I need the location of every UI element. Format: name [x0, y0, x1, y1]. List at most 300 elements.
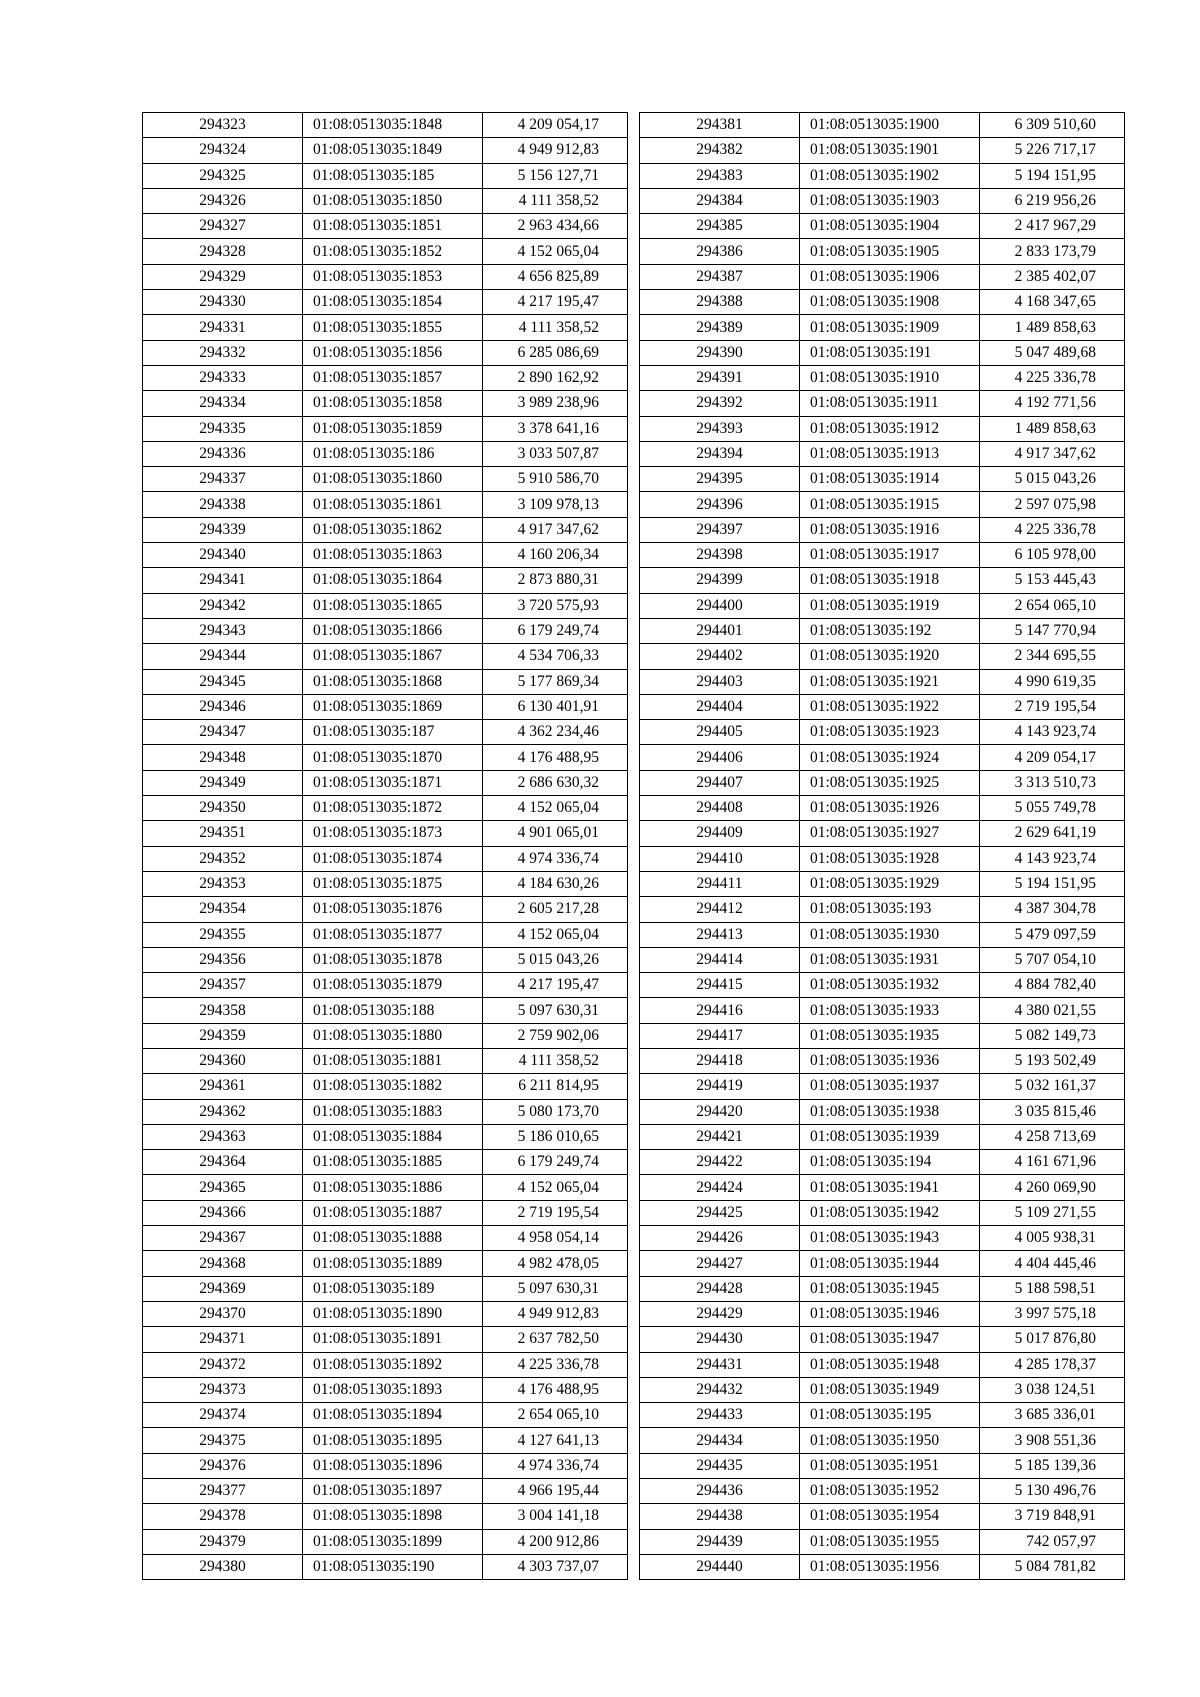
record-number-cell: 294395: [640, 467, 800, 492]
cadastral-number-cell: 01:08:0513035:1861: [303, 492, 483, 517]
table-row: [640, 214, 1125, 239]
record-number-cell: 294424: [640, 1175, 800, 1200]
record-number-cell: 294432: [640, 1377, 800, 1402]
table-row: [143, 214, 628, 239]
table-row: [640, 1428, 1125, 1453]
cadastral-number-cell: 01:08:0513035:1924: [800, 745, 980, 770]
value-cell: 4 990 619,35: [980, 669, 1125, 694]
record-number-cell: 294341: [143, 568, 303, 593]
value-cell: 5 015 043,26: [483, 947, 628, 972]
value-cell: 5 707 054,10: [980, 947, 1125, 972]
cadastral-number-cell: 01:08:0513035:1884: [303, 1124, 483, 1149]
value-cell: 4 200 912,86: [483, 1529, 628, 1554]
record-number-cell: 294431: [640, 1352, 800, 1377]
cadastral-number-cell: 01:08:0513035:1898: [303, 1504, 483, 1529]
cadastral-number-cell: 01:08:0513035:1927: [800, 821, 980, 846]
table-row: [640, 1377, 1125, 1402]
record-number-cell: 294332: [143, 340, 303, 365]
record-number-cell: 294333: [143, 365, 303, 390]
cadastral-number-cell: 01:08:0513035:1920: [800, 644, 980, 669]
value-cell: 5 226 717,17: [980, 138, 1125, 163]
table-row: [143, 1023, 628, 1048]
record-number-cell: 294425: [640, 1200, 800, 1225]
table-row: [143, 973, 628, 998]
value-cell: 4 127 641,13: [483, 1428, 628, 1453]
cadastral-number-cell: 01:08:0513035:1915: [800, 492, 980, 517]
cadastral-number-cell: 01:08:0513035:1906: [800, 264, 980, 289]
cadastral-number-cell: 01:08:0513035:1939: [800, 1124, 980, 1149]
record-number-cell: 294336: [143, 441, 303, 466]
table-row: [143, 1175, 628, 1200]
record-number-cell: 294412: [640, 897, 800, 922]
record-number-cell: 294438: [640, 1504, 800, 1529]
table-row: [143, 290, 628, 315]
record-number-cell: 294388: [640, 290, 800, 315]
record-number-cell: 294331: [143, 315, 303, 340]
value-cell: 5 153 445,43: [980, 568, 1125, 593]
cadastral-number-cell: 01:08:0513035:1882: [303, 1074, 483, 1099]
cadastral-number-cell: 01:08:0513035:1891: [303, 1327, 483, 1352]
table-row: [143, 1276, 628, 1301]
cadastral-number-cell: 01:08:0513035:187: [303, 720, 483, 745]
cadastral-number-cell: 01:08:0513035:195: [800, 1403, 980, 1428]
cadastral-number-cell: 01:08:0513035:1916: [800, 517, 980, 542]
value-cell: 3 004 141,18: [483, 1504, 628, 1529]
table-row: [640, 998, 1125, 1023]
cadastral-number-cell: 01:08:0513035:1865: [303, 593, 483, 618]
value-cell: 2 637 782,50: [483, 1327, 628, 1352]
cadastral-number-cell: 01:08:0513035:1854: [303, 290, 483, 315]
value-cell: 4 152 065,04: [483, 1175, 628, 1200]
table-row: [640, 593, 1125, 618]
value-cell: 4 285 178,37: [980, 1352, 1125, 1377]
cadastral-number-cell: 01:08:0513035:1850: [303, 188, 483, 213]
cadastral-number-cell: 01:08:0513035:1935: [800, 1023, 980, 1048]
table-row: [143, 821, 628, 846]
record-number-cell: 294334: [143, 391, 303, 416]
record-number-cell: 294397: [640, 517, 800, 542]
cadastral-number-cell: 01:08:0513035:1895: [303, 1428, 483, 1453]
cadastral-number-cell: 01:08:0513035:1921: [800, 669, 980, 694]
cadastral-number-cell: 01:08:0513035:1880: [303, 1023, 483, 1048]
table-row: [640, 441, 1125, 466]
cadastral-number-cell: 01:08:0513035:1950: [800, 1428, 980, 1453]
record-number-cell: 294399: [640, 568, 800, 593]
value-cell: 2 719 195,54: [980, 694, 1125, 719]
record-number-cell: 294374: [143, 1403, 303, 1428]
table-row: [143, 188, 628, 213]
table-row: [640, 1504, 1125, 1529]
table-row: [143, 770, 628, 795]
table-row: [640, 1301, 1125, 1326]
value-cell: 3 720 575,93: [483, 593, 628, 618]
cadastral-number-cell: 01:08:0513035:1908: [800, 290, 980, 315]
cadastral-number-cell: 01:08:0513035:1952: [800, 1479, 980, 1504]
cadastral-number-cell: 01:08:0513035:1946: [800, 1301, 980, 1326]
cadastral-number-cell: 01:08:0513035:1873: [303, 821, 483, 846]
value-cell: 4 404 445,46: [980, 1251, 1125, 1276]
table-row: [143, 1124, 628, 1149]
record-number-cell: 294330: [143, 290, 303, 315]
table-row: [143, 467, 628, 492]
table-row: [143, 1048, 628, 1073]
record-number-cell: 294357: [143, 973, 303, 998]
value-cell: 3 033 507,87: [483, 441, 628, 466]
cadastral-number-cell: 01:08:0513035:1945: [800, 1276, 980, 1301]
cadastral-number-cell: 01:08:0513035:1901: [800, 138, 980, 163]
table-row: [143, 441, 628, 466]
value-cell: 3 109 978,13: [483, 492, 628, 517]
record-number-cell: 294358: [143, 998, 303, 1023]
table-row: [640, 1124, 1125, 1149]
value-cell: 3 719 848,91: [980, 1504, 1125, 1529]
cadastral-number-cell: 01:08:0513035:1896: [303, 1453, 483, 1478]
table-row: [143, 1504, 628, 1529]
cadastral-number-cell: 01:08:0513035:1926: [800, 796, 980, 821]
table-row: [640, 770, 1125, 795]
value-cell: 5 082 149,73: [980, 1023, 1125, 1048]
table-row: [143, 1251, 628, 1276]
value-cell: 4 917 347,62: [483, 517, 628, 542]
value-cell: 5 084 781,82: [980, 1554, 1125, 1579]
table-row: [143, 1428, 628, 1453]
record-number-cell: 294382: [640, 138, 800, 163]
table-row: [143, 492, 628, 517]
cadastral-number-cell: 01:08:0513035:1900: [800, 113, 980, 138]
table-row: [640, 1554, 1125, 1579]
cadastral-number-cell: 01:08:0513035:1902: [800, 163, 980, 188]
right-table: [639, 112, 1125, 1580]
cadastral-number-cell: 01:08:0513035:1937: [800, 1074, 980, 1099]
cadastral-number-cell: 01:08:0513035:1904: [800, 214, 980, 239]
value-cell: 4 966 195,44: [483, 1479, 628, 1504]
record-number-cell: 294426: [640, 1226, 800, 1251]
cadastral-number-cell: 01:08:0513035:1878: [303, 947, 483, 972]
table-row: [640, 618, 1125, 643]
cadastral-number-cell: 01:08:0513035:1852: [303, 239, 483, 264]
record-number-cell: 294420: [640, 1099, 800, 1124]
cadastral-number-cell: 01:08:0513035:1943: [800, 1226, 980, 1251]
cadastral-number-cell: 01:08:0513035:1867: [303, 644, 483, 669]
table-row: [640, 1150, 1125, 1175]
record-number-cell: 294361: [143, 1074, 303, 1099]
cadastral-number-cell: 01:08:0513035:1949: [800, 1377, 980, 1402]
value-cell: 2 759 902,06: [483, 1023, 628, 1048]
record-number-cell: 294389: [640, 315, 800, 340]
record-number-cell: 294409: [640, 821, 800, 846]
cadastral-number-cell: 01:08:0513035:185: [303, 163, 483, 188]
cadastral-number-cell: 01:08:0513035:1893: [303, 1377, 483, 1402]
record-number-cell: 294376: [143, 1453, 303, 1478]
record-number-cell: 294427: [640, 1251, 800, 1276]
table-row: [143, 1301, 628, 1326]
value-cell: 2 833 173,79: [980, 239, 1125, 264]
value-cell: 5 109 271,55: [980, 1200, 1125, 1225]
cadastral-number-cell: 01:08:0513035:1862: [303, 517, 483, 542]
table-row: [143, 239, 628, 264]
cadastral-number-cell: 01:08:0513035:1881: [303, 1048, 483, 1073]
cadastral-number-cell: 01:08:0513035:1892: [303, 1352, 483, 1377]
record-number-cell: 294436: [640, 1479, 800, 1504]
cadastral-number-cell: 01:08:0513035:1885: [303, 1150, 483, 1175]
record-number-cell: 294362: [143, 1099, 303, 1124]
cadastral-number-cell: 01:08:0513035:1849: [303, 138, 483, 163]
value-cell: 4 111 358,52: [483, 188, 628, 213]
record-number-cell: 294360: [143, 1048, 303, 1073]
cadastral-number-cell: 01:08:0513035:1922: [800, 694, 980, 719]
table-row: [640, 1200, 1125, 1225]
value-cell: 4 160 206,34: [483, 543, 628, 568]
record-number-cell: 294434: [640, 1428, 800, 1453]
value-cell: 4 217 195,47: [483, 290, 628, 315]
table-row: [143, 340, 628, 365]
record-number-cell: 294379: [143, 1529, 303, 1554]
value-cell: 4 949 912,83: [483, 1301, 628, 1326]
table-row: [640, 796, 1125, 821]
value-cell: 4 656 825,89: [483, 264, 628, 289]
record-number-cell: 294414: [640, 947, 800, 972]
record-number-cell: 294404: [640, 694, 800, 719]
record-number-cell: 294383: [640, 163, 800, 188]
record-number-cell: 294343: [143, 618, 303, 643]
table-row: [143, 543, 628, 568]
record-number-cell: 294370: [143, 1301, 303, 1326]
record-number-cell: 294435: [640, 1453, 800, 1478]
value-cell: 4 176 488,95: [483, 1377, 628, 1402]
record-number-cell: 294380: [143, 1554, 303, 1579]
cadastral-number-cell: 01:08:0513035:1860: [303, 467, 483, 492]
record-number-cell: 294384: [640, 188, 800, 213]
record-number-cell: 294419: [640, 1074, 800, 1099]
record-number-cell: 294372: [143, 1352, 303, 1377]
record-number-cell: 294323: [143, 113, 303, 138]
record-number-cell: 294418: [640, 1048, 800, 1073]
value-cell: 5 047 489,68: [980, 340, 1125, 365]
value-cell: 4 152 065,04: [483, 239, 628, 264]
record-number-cell: 294339: [143, 517, 303, 542]
record-number-cell: 294344: [143, 644, 303, 669]
table-row: [143, 796, 628, 821]
table-row: [143, 1327, 628, 1352]
value-cell: 4 111 358,52: [483, 1048, 628, 1073]
cadastral-number-cell: 01:08:0513035:1851: [303, 214, 483, 239]
table-row: [640, 290, 1125, 315]
cadastral-number-cell: 01:08:0513035:1944: [800, 1251, 980, 1276]
record-number-cell: 294391: [640, 365, 800, 390]
cadastral-number-cell: 01:08:0513035:1928: [800, 846, 980, 871]
record-number-cell: 294393: [640, 416, 800, 441]
record-number-cell: 294439: [640, 1529, 800, 1554]
table-row: [143, 1453, 628, 1478]
cadastral-number-cell: 01:08:0513035:1869: [303, 694, 483, 719]
record-number-cell: 294428: [640, 1276, 800, 1301]
cadastral-number-cell: 01:08:0513035:1874: [303, 846, 483, 871]
value-cell: 2 654 065,10: [980, 593, 1125, 618]
record-number-cell: 294353: [143, 871, 303, 896]
record-number-cell: 294433: [640, 1403, 800, 1428]
record-number-cell: 294416: [640, 998, 800, 1023]
table-row: [143, 1529, 628, 1554]
table-row: [143, 922, 628, 947]
table-row: [640, 694, 1125, 719]
record-number-cell: 294398: [640, 543, 800, 568]
table-row: [640, 720, 1125, 745]
value-cell: 6 211 814,95: [483, 1074, 628, 1099]
record-number-cell: 294421: [640, 1124, 800, 1149]
value-cell: 4 168 347,65: [980, 290, 1125, 315]
record-number-cell: 294430: [640, 1327, 800, 1352]
table-row: [143, 315, 628, 340]
table-row: [640, 1226, 1125, 1251]
value-cell: 5 080 173,70: [483, 1099, 628, 1124]
record-number-cell: 294417: [640, 1023, 800, 1048]
value-cell: 5 177 869,34: [483, 669, 628, 694]
table-row: [143, 897, 628, 922]
value-cell: 3 989 238,96: [483, 391, 628, 416]
cadastral-number-cell: 01:08:0513035:186: [303, 441, 483, 466]
record-number-cell: 294401: [640, 618, 800, 643]
value-cell: 1 489 858,63: [980, 315, 1125, 340]
record-number-cell: 294326: [143, 188, 303, 213]
table-row: [143, 593, 628, 618]
value-cell: 3 997 575,18: [980, 1301, 1125, 1326]
cadastral-number-cell: 01:08:0513035:1879: [303, 973, 483, 998]
value-cell: 2 719 195,54: [483, 1200, 628, 1225]
table-row: [640, 1479, 1125, 1504]
cadastral-number-cell: 01:08:0513035:1888: [303, 1226, 483, 1251]
value-cell: 1 489 858,63: [980, 416, 1125, 441]
table-row: [640, 163, 1125, 188]
value-cell: 4 901 065,01: [483, 821, 628, 846]
value-cell: 5 193 502,49: [980, 1048, 1125, 1073]
cadastral-number-cell: 01:08:0513035:1899: [303, 1529, 483, 1554]
table-row: [143, 998, 628, 1023]
table-row: [143, 163, 628, 188]
record-number-cell: 294349: [143, 770, 303, 795]
cadastral-number-cell: 01:08:0513035:1941: [800, 1175, 980, 1200]
value-cell: 2 629 641,19: [980, 821, 1125, 846]
cadastral-number-cell: 01:08:0513035:1863: [303, 543, 483, 568]
record-number-cell: 294363: [143, 1124, 303, 1149]
record-number-cell: 294359: [143, 1023, 303, 1048]
record-number-cell: 294328: [143, 239, 303, 264]
value-cell: 4 111 358,52: [483, 315, 628, 340]
table-row: [640, 973, 1125, 998]
record-number-cell: 294351: [143, 821, 303, 846]
cadastral-number-cell: 01:08:0513035:1914: [800, 467, 980, 492]
table-row: [640, 467, 1125, 492]
cadastral-number-cell: 01:08:0513035:1942: [800, 1200, 980, 1225]
value-cell: 5 015 043,26: [980, 467, 1125, 492]
value-cell: 3 313 510,73: [980, 770, 1125, 795]
value-cell: 4 387 304,78: [980, 897, 1125, 922]
record-number-cell: 294352: [143, 846, 303, 871]
table-row: [143, 1200, 628, 1225]
cadastral-number-cell: 01:08:0513035:1919: [800, 593, 980, 618]
cadastral-number-cell: 01:08:0513035:1929: [800, 871, 980, 896]
record-number-cell: 294390: [640, 340, 800, 365]
cadastral-number-cell: 01:08:0513035:1933: [800, 998, 980, 1023]
value-cell: 4 974 336,74: [483, 1453, 628, 1478]
table-row: [640, 416, 1125, 441]
cadastral-number-cell: 01:08:0513035:1894: [303, 1403, 483, 1428]
cadastral-number-cell: 01:08:0513035:1913: [800, 441, 980, 466]
cadastral-number-cell: 01:08:0513035:1912: [800, 416, 980, 441]
record-number-cell: 294378: [143, 1504, 303, 1529]
value-cell: 5 188 598,51: [980, 1276, 1125, 1301]
record-number-cell: 294413: [640, 922, 800, 947]
record-number-cell: 294354: [143, 897, 303, 922]
value-cell: 4 225 336,78: [980, 517, 1125, 542]
record-number-cell: 294329: [143, 264, 303, 289]
record-number-cell: 294327: [143, 214, 303, 239]
cadastral-number-cell: 01:08:0513035:1848: [303, 113, 483, 138]
cadastral-number-cell: 01:08:0513035:1955: [800, 1529, 980, 1554]
record-number-cell: 294367: [143, 1226, 303, 1251]
record-number-cell: 294407: [640, 770, 800, 795]
value-cell: 5 910 586,70: [483, 467, 628, 492]
table-row: [640, 1529, 1125, 1554]
record-number-cell: 294371: [143, 1327, 303, 1352]
table-row: [143, 517, 628, 542]
value-cell: 2 963 434,66: [483, 214, 628, 239]
table-row: [640, 315, 1125, 340]
table-row: [640, 821, 1125, 846]
cadastral-number-cell: 01:08:0513035:1886: [303, 1175, 483, 1200]
record-number-cell: 294408: [640, 796, 800, 821]
table-row: [640, 492, 1125, 517]
table-row: [143, 1226, 628, 1251]
record-number-cell: 294410: [640, 846, 800, 871]
table-row: [640, 1048, 1125, 1073]
table-row: [143, 720, 628, 745]
record-number-cell: 294377: [143, 1479, 303, 1504]
record-number-cell: 294337: [143, 467, 303, 492]
table-row: [143, 947, 628, 972]
table-row: [143, 138, 628, 163]
table-row: [640, 1175, 1125, 1200]
table-row: [143, 113, 628, 138]
left-table-body: [143, 113, 628, 1580]
value-cell: 4 949 912,83: [483, 138, 628, 163]
cadastral-number-cell: 01:08:0513035:1871: [303, 770, 483, 795]
cadastral-number-cell: 01:08:0513035:190: [303, 1554, 483, 1579]
record-number-cell: 294346: [143, 694, 303, 719]
cadastral-number-cell: 01:08:0513035:1868: [303, 669, 483, 694]
cadastral-number-cell: 01:08:0513035:1872: [303, 796, 483, 821]
table-row: [640, 1327, 1125, 1352]
table-row: [143, 416, 628, 441]
table-row: [143, 264, 628, 289]
right-table-body: [640, 113, 1125, 1580]
value-cell: 6 285 086,69: [483, 340, 628, 365]
value-cell: 4 217 195,47: [483, 973, 628, 998]
value-cell: 4 380 021,55: [980, 998, 1125, 1023]
table-row: [143, 1099, 628, 1124]
value-cell: 4 225 336,78: [980, 365, 1125, 390]
cadastral-number-cell: 01:08:0513035:1858: [303, 391, 483, 416]
table-row: [640, 1074, 1125, 1099]
record-number-cell: 294394: [640, 441, 800, 466]
table-row: [640, 391, 1125, 416]
table-row: [640, 871, 1125, 896]
value-cell: 4 225 336,78: [483, 1352, 628, 1377]
cadastral-number-cell: 01:08:0513035:1954: [800, 1504, 980, 1529]
value-cell: 5 185 139,36: [980, 1453, 1125, 1478]
table-row: [640, 1099, 1125, 1124]
record-number-cell: 294386: [640, 239, 800, 264]
cadastral-number-cell: 01:08:0513035:1925: [800, 770, 980, 795]
